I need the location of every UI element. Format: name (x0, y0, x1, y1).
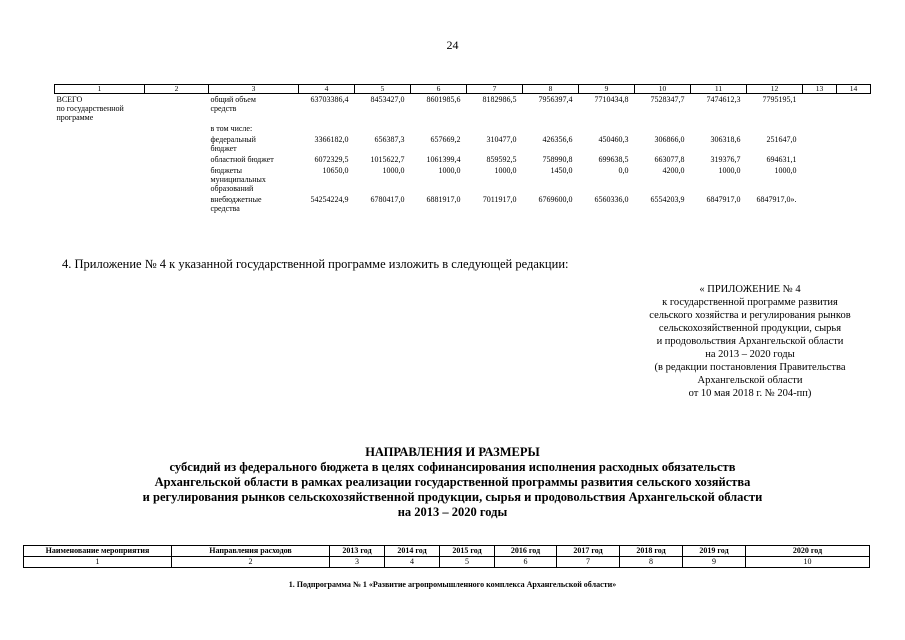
value-cell: 6072329,5 (314, 155, 349, 164)
column-number-cell: 3 (209, 85, 299, 94)
table-row (55, 165, 871, 194)
title-line: и регулирования рынков сельскохозяйственной продукции, сырья и продовольствия Архангельской области (142, 490, 763, 504)
funding-source-line: средств (210, 104, 237, 113)
empty-cell (837, 94, 871, 124)
column-number-cell: 4 (299, 85, 355, 94)
value-cell: 6769600,0 (538, 195, 573, 204)
value-cell: 426356,6 (542, 135, 573, 144)
appendix-line: к государственной программе развития (662, 297, 838, 308)
value-cell: 63703386,4 (310, 95, 349, 104)
empty-cell (837, 154, 871, 165)
value-cell: 1000,0 (774, 166, 797, 175)
value-cell: 310477,0 (486, 135, 517, 144)
column-header: Наименование мероприятия (24, 546, 172, 557)
empty-cell (837, 134, 871, 154)
subprogram-heading: 1. Подпрограмма № 1 «Развитие агропромышленного комплекса Архангельской области» (288, 580, 617, 589)
appendix-line: от 10 мая 2018 г. № 204-пп) (688, 388, 812, 399)
value-cell (747, 123, 803, 134)
value-cell: 8453427,0 (370, 95, 405, 104)
value-cell: 1015622,7 (370, 155, 405, 164)
funding-source-line: общий объем (210, 95, 256, 104)
column-header: 2015 год (440, 546, 495, 557)
value-cell: 6560336,0 (594, 195, 629, 204)
funding-source-cell (209, 134, 299, 154)
empty-cell (837, 123, 871, 134)
value-cell (299, 123, 355, 134)
column-number-cell: 3 (330, 557, 385, 568)
value-cell: 7474612,3 (706, 95, 741, 104)
value-cell (411, 123, 467, 134)
section-label-cell (55, 165, 145, 194)
empty-cell (803, 123, 837, 134)
column-number-cell: 1 (55, 85, 145, 94)
value-cell (691, 123, 747, 134)
empty-cell (145, 194, 209, 214)
column-number-cell: 11 (691, 85, 747, 94)
value-cell: 7795195,1 (762, 95, 797, 104)
value-cell: 54254224,9 (310, 195, 349, 204)
empty-cell (145, 123, 209, 134)
value-cell: 306866,0 (654, 135, 685, 144)
column-number-cell: 13 (803, 85, 837, 94)
value-cell: 7710434,8 (594, 95, 629, 104)
funding-source-line: областной бюджет (210, 155, 274, 164)
empty-cell (145, 134, 209, 154)
column-header: 2016 год (495, 546, 557, 557)
section-label-line: программе (56, 113, 94, 122)
column-number-cell: 14 (837, 85, 871, 94)
appendix-line: и продовольствия Архангельской области (656, 336, 844, 347)
value-cell: 1000,0 (438, 166, 461, 175)
section-label-cell (55, 134, 145, 154)
value-cell: 1450,0 (550, 166, 573, 175)
column-number-cell: 6 (495, 557, 557, 568)
value-cell (523, 123, 579, 134)
appendix-line: Архангельской области (697, 375, 803, 386)
appendix-line: сельского хозяйства и регулирования рынков (649, 310, 851, 321)
value-cell (635, 123, 691, 134)
funding-source-cell (209, 94, 299, 124)
column-number-cell: 10 (746, 557, 870, 568)
column-number-cell: 12 (747, 85, 803, 94)
empty-cell (837, 165, 871, 194)
table-row (55, 94, 871, 124)
empty-cell (803, 194, 837, 214)
value-cell: 657669,2 (430, 135, 461, 144)
section-label-line: ВСЕГО (56, 95, 83, 104)
funding-source-cell (209, 123, 299, 134)
column-number-cell: 5 (440, 557, 495, 568)
funding-source-cell (209, 165, 299, 194)
value-cell: 306318,6 (710, 135, 741, 144)
column-number-cell: 10 (635, 85, 691, 94)
column-number-cell: 7 (557, 557, 620, 568)
value-cell: 6554203,9 (650, 195, 685, 204)
page-number: 24 (446, 38, 459, 52)
value-cell: 6780417,0 (370, 195, 405, 204)
column-number-cell: 9 (579, 85, 635, 94)
section-label-cell (55, 94, 145, 124)
document-title (0, 445, 905, 520)
empty-cell (803, 134, 837, 154)
appendix-line: на 2013 – 2020 годы (705, 349, 795, 360)
value-cell: 7528347,7 (650, 95, 685, 104)
value-cell: 7011917,0 (482, 195, 517, 204)
table-number-row (24, 557, 870, 568)
funding-source-line: средства (210, 204, 240, 213)
value-cell: 1061399,4 (426, 155, 461, 164)
column-number-cell: 6 (411, 85, 467, 94)
value-cell: 6847917,0 (706, 195, 741, 204)
funding-source-line: федеральный (210, 135, 256, 144)
value-cell: 1000,0 (494, 166, 517, 175)
value-cell: 0,0 (618, 166, 629, 175)
title-line: Архангельской области в рамках реализации государственной программы развития сельского хозяйства (154, 475, 751, 489)
column-number-cell: 5 (355, 85, 411, 94)
appendix-line: « ПРИЛОЖЕНИЕ № 4 (699, 284, 801, 295)
column-header: 2013 год (330, 546, 385, 557)
value-cell: 694631,1 (766, 155, 797, 164)
funding-source-line: внебюджетные (210, 195, 262, 204)
value-cell: 7956397,4 (538, 95, 573, 104)
budget-summary-table (54, 84, 871, 214)
value-cell (355, 123, 411, 134)
value-cell: 859592,5 (486, 155, 517, 164)
value-cell: 1000,0 (718, 166, 741, 175)
value-cell: 663077,8 (654, 155, 685, 164)
item-4-text: 4. Приложение № 4 к указанной государственной программе изложить в следующей редакции: (62, 257, 569, 271)
empty-cell (803, 154, 837, 165)
funding-source-line: бюджеты (210, 166, 243, 175)
table-row (55, 154, 871, 165)
column-number-cell: 2 (172, 557, 330, 568)
column-header: 2019 год (683, 546, 746, 557)
column-number-cell: 8 (620, 557, 683, 568)
funding-source-cell (209, 194, 299, 214)
value-cell: 251647,0 (766, 135, 797, 144)
appendix-line: сельскохозяйственной продукции, сырья (658, 323, 842, 334)
table-row (55, 194, 871, 214)
section-label-line: по государственной (56, 104, 124, 113)
column-header: 2020 год (746, 546, 870, 557)
column-number-cell: 1 (24, 557, 172, 568)
value-cell (579, 123, 635, 134)
section-label-cell (55, 194, 145, 214)
funding-source-line: муниципальных (210, 175, 266, 184)
value-cell: 699638,5 (598, 155, 629, 164)
value-cell: 6847917,0». (756, 195, 797, 204)
funding-source-line: бюджет (210, 144, 237, 153)
value-cell: 6881917,0 (426, 195, 461, 204)
value-cell: 10650,0 (322, 166, 349, 175)
section-label-cell (55, 123, 145, 134)
empty-cell (837, 194, 871, 214)
value-cell: 758990,8 (542, 155, 573, 164)
column-header: 2018 год (620, 546, 683, 557)
table-header-row (55, 85, 871, 94)
subsidies-table (23, 545, 870, 568)
value-cell: 4200,0 (662, 166, 685, 175)
table-row (55, 134, 871, 154)
funding-source-line: образований (210, 184, 254, 193)
value-cell: 8601985,6 (426, 95, 461, 104)
column-number-cell: 8 (523, 85, 579, 94)
section-label-cell (55, 154, 145, 165)
table-row (55, 123, 871, 134)
value-cell: 319376,7 (710, 155, 741, 164)
column-number-cell: 9 (683, 557, 746, 568)
value-cell: 8182986,5 (482, 95, 517, 104)
value-cell: 450460,3 (598, 135, 629, 144)
empty-cell (145, 165, 209, 194)
empty-cell (145, 94, 209, 124)
value-cell (467, 123, 523, 134)
funding-source-line: в том числе: (210, 124, 253, 133)
title-line: субсидий из федерального бюджета в целях софинансирования исполнения расходных обязательств (169, 460, 736, 474)
column-number-cell: 4 (385, 557, 440, 568)
title-line: на 2013 – 2020 годы (397, 505, 508, 519)
appendix-line: (в редакции постановления Правительства (654, 362, 846, 373)
empty-cell (145, 154, 209, 165)
column-number-cell: 2 (145, 85, 209, 94)
empty-cell (803, 165, 837, 194)
empty-cell (803, 94, 837, 124)
column-header: 2017 год (557, 546, 620, 557)
value-cell: 3366182,0 (314, 135, 349, 144)
value-cell: 1000,0 (382, 166, 405, 175)
title-line: НАПРАВЛЕНИЯ И РАЗМЕРЫ (365, 445, 540, 459)
column-header: Направления расходов (172, 546, 330, 557)
appendix-header (600, 283, 900, 400)
table-header-row (24, 546, 870, 557)
value-cell: 656387,3 (374, 135, 405, 144)
column-number-cell: 7 (467, 85, 523, 94)
column-header: 2014 год (385, 546, 440, 557)
funding-source-cell (209, 154, 299, 165)
